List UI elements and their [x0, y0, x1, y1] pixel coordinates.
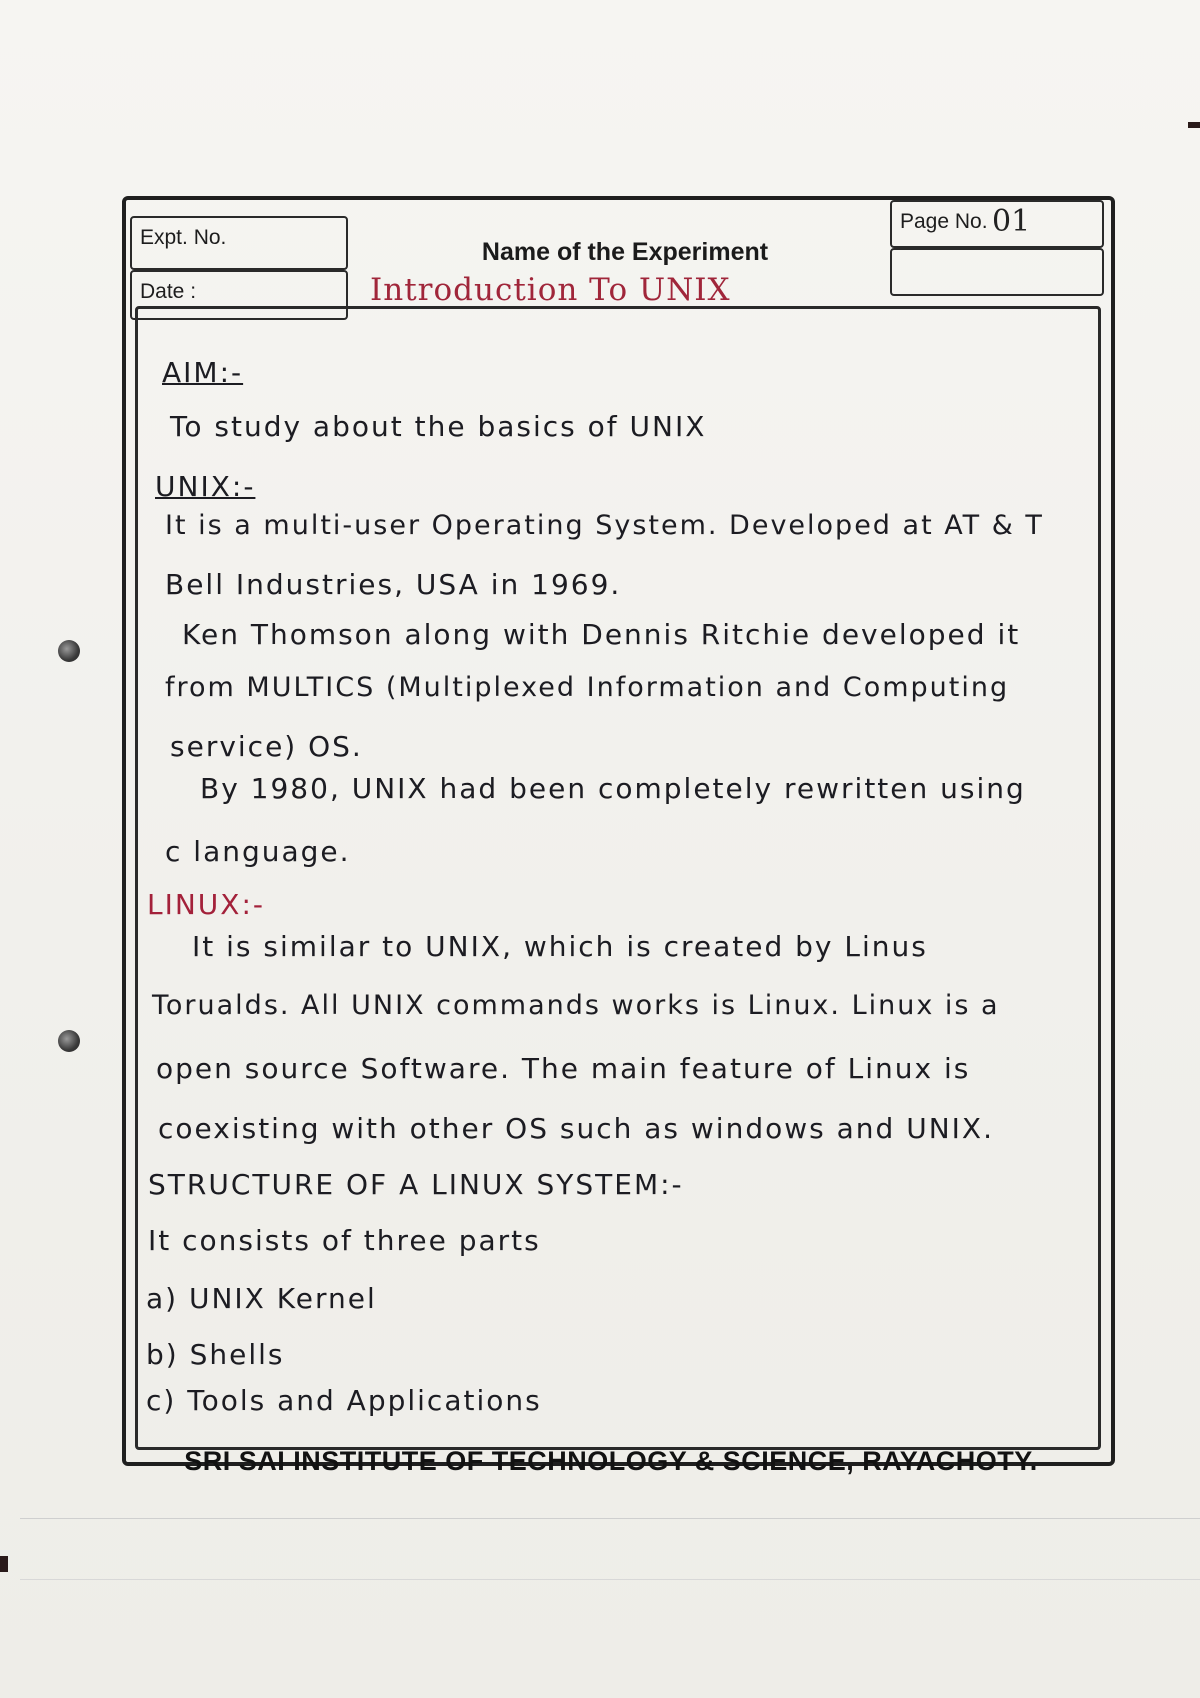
unix-heading: UNIX:-	[155, 470, 256, 503]
aim-heading: AIM:-	[162, 356, 244, 389]
page-no-value: 01	[992, 204, 1031, 239]
punch-hole-top	[58, 640, 80, 662]
unix-line: service) OS.	[170, 730, 363, 763]
institute-footer: SRI SAI INSTITUTE OF TECHNOLOGY & SCIENCE, RAYACHOTY.	[184, 1446, 1038, 1476]
structure-intro: It consists of three parts	[148, 1224, 541, 1257]
structure-item: c) Tools and Applications	[146, 1384, 542, 1417]
unix-line: c language.	[165, 835, 351, 868]
structure-heading: STRUCTURE OF A LINUX SYSTEM:-	[148, 1168, 684, 1201]
linux-line: coexisting with other OS such as windows and UNIX.	[158, 1112, 994, 1145]
aim-text: To study about the basics of UNIX	[170, 410, 707, 443]
linux-line: Torualds. All UNIX commands works is Linux. Linux is a	[152, 990, 1000, 1021]
unix-line: By 1980, UNIX had been completely rewritten using	[200, 772, 1026, 805]
linux-line: It is similar to UNIX, which is created by Linus	[192, 930, 928, 963]
date-label: Date :	[140, 280, 197, 303]
page-sub-box	[890, 248, 1104, 296]
page-edge-mark	[1188, 122, 1200, 128]
page-no-label: Page No.	[900, 210, 988, 233]
expt-no-box	[130, 216, 348, 270]
structure-item: b) Shells	[146, 1338, 285, 1371]
expt-no-label: Expt. No.	[140, 226, 227, 249]
structure-item: a) UNIX Kernel	[146, 1282, 377, 1315]
linux-line: open source Software. The main feature of Linux is	[156, 1052, 971, 1085]
unix-line: It is a multi-user Operating System. Developed at AT & T	[165, 510, 1044, 541]
unix-line: from MULTICS (Multiplexed Information and Computing	[165, 672, 1010, 703]
page-bottom-rule	[20, 1518, 1200, 1580]
page-edge-mark	[0, 1556, 8, 1572]
punch-hole-bottom	[58, 1030, 80, 1052]
unix-line: Bell Industries, USA in 1969.	[165, 568, 622, 601]
linux-heading: LINUX:-	[147, 888, 266, 921]
unix-line: Ken Thomson along with Dennis Ritchie developed it	[182, 618, 1021, 651]
experiment-title-label: Name of the Experiment	[481, 238, 769, 266]
content-frame	[135, 306, 1101, 1450]
experiment-name: Introduction To UNIX	[370, 272, 731, 308]
